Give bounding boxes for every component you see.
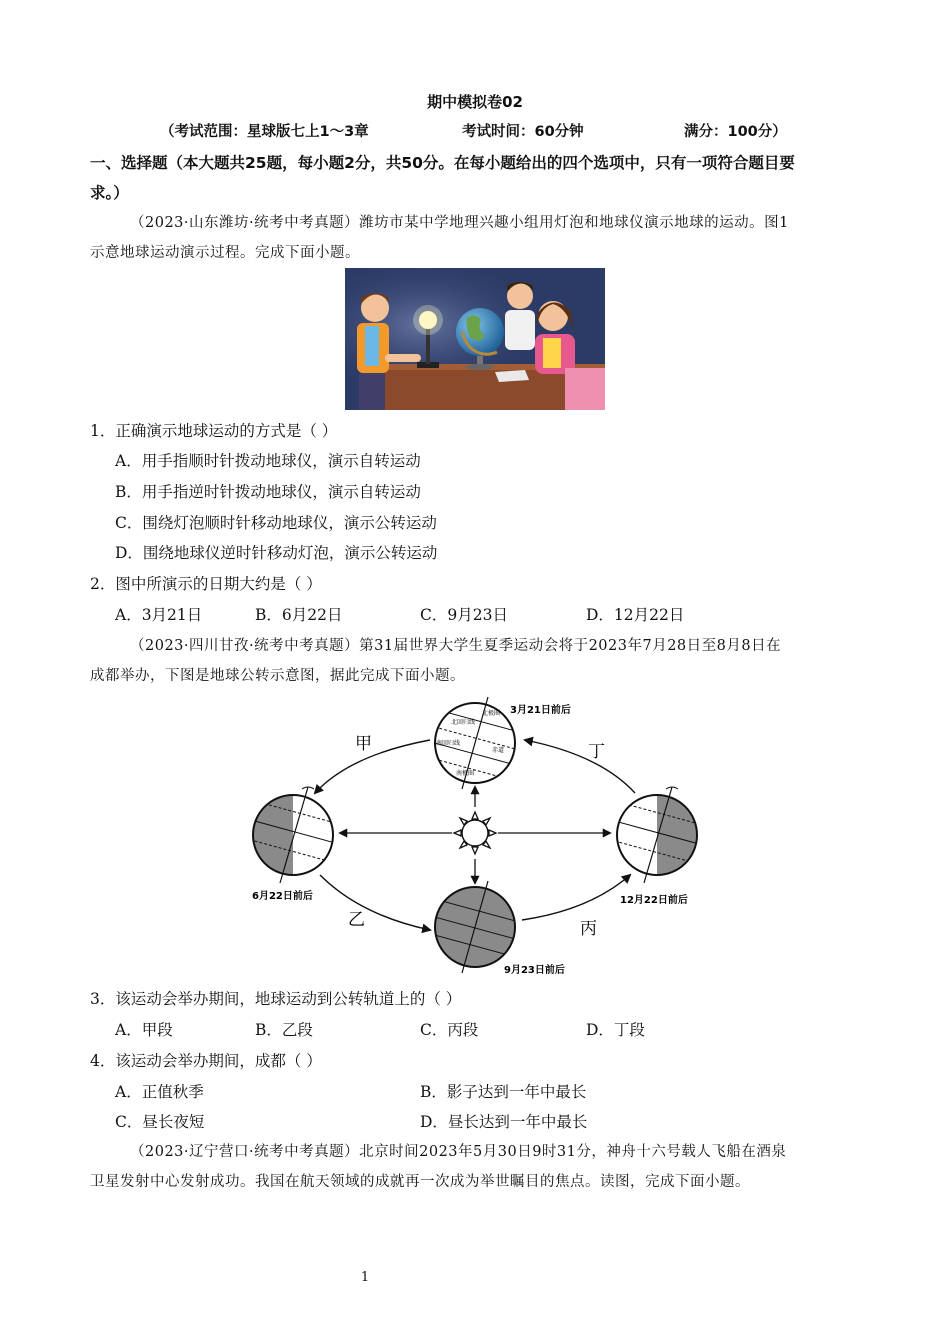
date-dec: 12月22日前后 — [620, 895, 688, 906]
label-n-tropic: 北回归线 — [451, 719, 476, 726]
group2-intro-line1: （2023·四川甘孜·统考中考真题）第31届世界大学生夏季运动会将于2023年7月28日至8月8日在 — [130, 638, 782, 654]
q1-stem: 1．正确演示地球运动的方式是（ ） — [90, 422, 338, 440]
q2-option-a[interactable]: A．3月21日 — [115, 606, 203, 624]
group3-intro-line1: （2023·辽宁营口·统考中考真题）北京时间2023年5月30日9时31分，神舟十六号载人飞船在酒泉 — [130, 1144, 787, 1160]
label-jia: 甲 — [355, 734, 372, 754]
exam-time: 考试时间：60分钟 — [462, 124, 584, 140]
label-equator: 赤道 — [492, 747, 505, 754]
page-title: 期中模拟卷02 — [427, 93, 523, 111]
q2-option-c[interactable]: C．9月23日 — [420, 606, 508, 624]
orbit-arc-bing — [522, 875, 630, 920]
group2-intro-line2: 成都举办，下图是地球公转示意图，据此完成下面小题。 — [90, 668, 465, 684]
q3-stem: 3．该运动会举办期间，地球运动到公转轨道上的（ ） — [90, 990, 462, 1008]
section-heading-line2: 求。） — [90, 184, 129, 202]
q2-option-b[interactable]: B．6月22日 — [255, 606, 343, 624]
label-bing: 丙 — [580, 919, 597, 939]
q1-option-a[interactable]: A．用手指顺时针拨动地球仪，演示自转运动 — [115, 452, 421, 470]
q3-option-d[interactable]: D．丁段 — [586, 1021, 645, 1039]
orbit-arc-jia — [315, 740, 430, 793]
q1-option-b[interactable]: B．用手指逆时针拨动地球仪，演示自转运动 — [115, 483, 421, 501]
section-heading-line1: 一、选择题（本大题共25题，每小题2分，共50分。在每小题给出的四个选项中，只有一项符合题目要 — [90, 154, 795, 172]
sun-icon — [454, 812, 496, 854]
q3-option-b[interactable]: B．乙段 — [255, 1021, 313, 1039]
date-jun: 6月22日前后 — [252, 891, 313, 902]
label-s-tropic: 南回归线 — [436, 740, 461, 747]
q4-option-a[interactable]: A．正值秋季 — [115, 1083, 204, 1101]
date-mar: 3月21日前后 — [510, 705, 571, 716]
orbit-arc-yi — [320, 875, 430, 930]
label-s-arctic: 南极圈 — [456, 770, 475, 777]
q1-option-c[interactable]: C．围绕灯泡顺时针移动地球仪，演示公转运动 — [115, 514, 437, 532]
orbit-arc-ding — [525, 740, 635, 793]
q3-option-c[interactable]: C．丙段 — [420, 1021, 479, 1039]
exam-score: 满分：100分） — [684, 124, 787, 140]
q4-option-b[interactable]: B．影子达到一年中最长 — [420, 1083, 587, 1101]
earth-orbit-diagram — [240, 695, 710, 980]
date-sep: 9月23日前后 — [504, 965, 565, 976]
q1-option-d[interactable]: D．围绕地球仪逆时针移动灯泡，演示公转运动 — [115, 544, 438, 562]
group1-intro-line2: 示意地球运动演示过程。完成下面小题。 — [90, 245, 360, 261]
q4-option-c[interactable]: C．昼长夜短 — [115, 1113, 205, 1131]
q3-option-a[interactable]: A．甲段 — [115, 1021, 173, 1039]
q2-option-d[interactable]: D．12月22日 — [586, 606, 685, 624]
label-yi: 乙 — [348, 910, 365, 930]
globe-demo-illustration — [345, 268, 605, 410]
q4-stem: 4．该运动会举办期间，成都（ ） — [90, 1052, 322, 1070]
q2-stem: 2．图中所演示的日期大约是（ ） — [90, 575, 322, 593]
label-n-arctic: 北极圈 — [482, 710, 501, 717]
group3-intro-line2: 卫星发射中心发射成功。我国在航天领域的成就再一次成为举世瞩目的焦点。读图，完成下面小题。 — [90, 1174, 750, 1190]
group1-intro-line1: （2023·山东潍坊·统考中考真题）潍坊市某中学地理兴趣小组用灯泡和地球仪演示地球的运动。图1 — [130, 215, 789, 231]
exam-range: （考试范围：星球版七上1～3章 — [160, 124, 369, 140]
q4-option-d[interactable]: D．昼长达到一年中最长 — [420, 1113, 588, 1131]
page-number: 1 — [360, 1270, 370, 1285]
label-ding: 丁 — [588, 742, 605, 762]
